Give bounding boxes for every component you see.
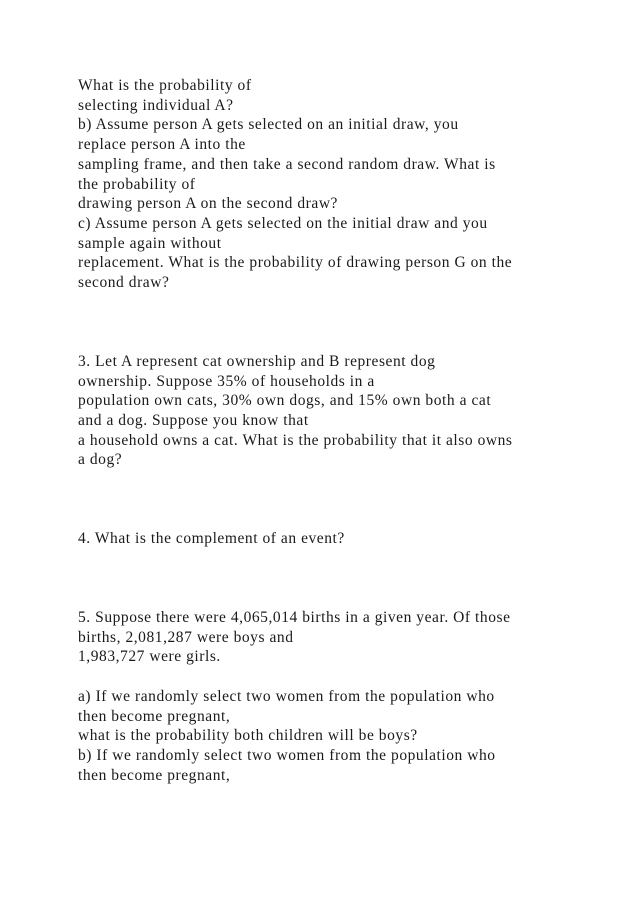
document-body-text: What is the probability of selecting individual A? b) Assume person A gets selected on an initial draw, you replace person A into the sampling frame, and then take a second random draw. What is the probability of drawing person A on the second draw? c) Assume person A gets selected on the initial draw and you sample again without replacement. What is the probability of drawing person G on the second draw? 3. Let A represent cat ownership and B represent dog ownership. Suppose 35% of households in a population own cats, 30% own dogs, and 15% own both a cat and a dog. Suppose you know that a household owns a cat. What is the probability that it also owns a dog? 4. What is the complement of an event? 5. Suppose there were 4,065,014 births in a given year. Of those births, 2,081,287 were boys and 1,983,727 were girls. a) If we randomly select two women from the population who then become pregnant, what is the probability both children will be boys? b) If we randomly select two women from the population who then become pregnant, (78, 77, 513, 784)
